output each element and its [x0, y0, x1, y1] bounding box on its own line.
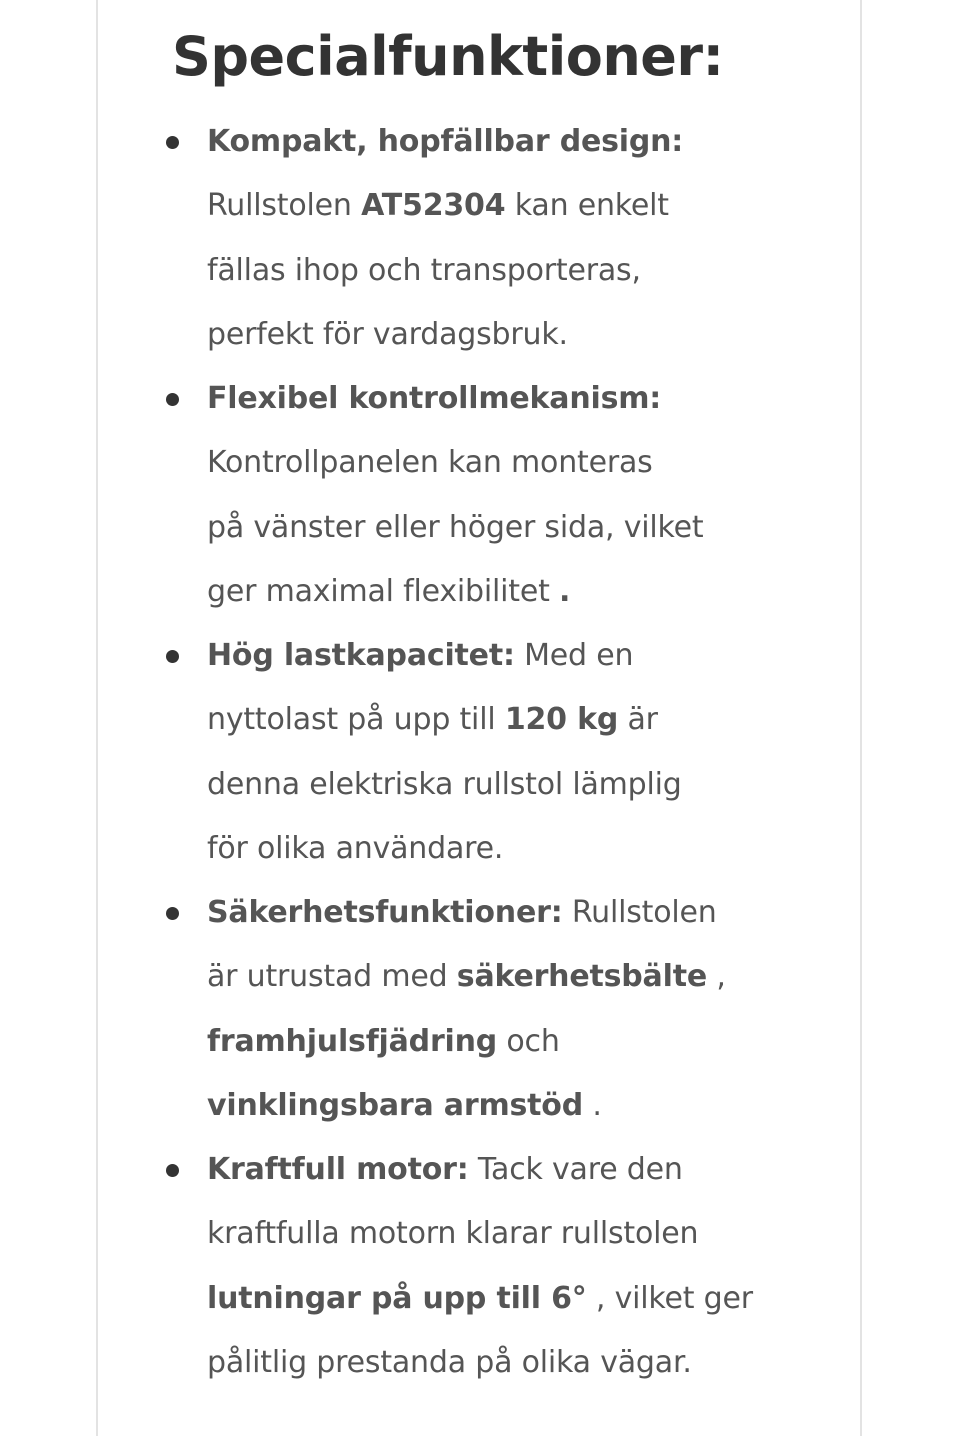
feature-line [207, 1267, 960, 1331]
feature-line [207, 110, 960, 174]
feature-line [207, 753, 960, 817]
load-value: 120 kg [504, 702, 619, 738]
feature-title: Säkerhetsfunktioner: [207, 895, 563, 930]
feature-text: Kontrollpanelen kan monteras [207, 445, 653, 481]
feature-text: är utrustad med [207, 959, 457, 995]
feature-line [207, 881, 960, 945]
feature-text: Rullstolen [207, 188, 362, 224]
model-number: AT52304 [361, 188, 506, 224]
feature-list [0, 110, 960, 1395]
feature-line [207, 1331, 960, 1395]
feature-title: Kompakt, hopfällbar design: [207, 124, 684, 159]
feature-line [207, 431, 960, 495]
feature-item-compact-design [0, 110, 960, 367]
feature-text: perfekt för vardagsbruk. [207, 316, 568, 352]
feature-text-bold: säkerhetsbälte [456, 959, 707, 995]
feature-line [207, 239, 960, 303]
feature-item-load-capacity [0, 624, 960, 881]
feature-line [207, 945, 960, 1009]
section-heading: Specialfunktioner: [172, 25, 724, 88]
feature-text: på vänster eller höger sida, vilket [207, 509, 704, 545]
feature-text-bold: vinklingsbara armstöd [207, 1087, 583, 1123]
bullet-icon [166, 1164, 179, 1177]
feature-text: denna elektriska rullstol lämplig [207, 766, 682, 802]
feature-line [207, 688, 960, 752]
feature-text: är [618, 702, 658, 738]
feature-item-safety [0, 881, 960, 1138]
feature-line [207, 1138, 960, 1202]
feature-text: Tack vare den [468, 1152, 683, 1187]
feature-line [207, 1074, 960, 1138]
feature-text-bold: framhjulsfjädring [207, 1023, 498, 1059]
feature-text: Med en [514, 638, 634, 673]
feature-line [207, 624, 960, 688]
bullet-icon [166, 907, 179, 920]
feature-title: Hög lastkapacitet: [207, 638, 515, 673]
feature-text-bold: . [559, 573, 571, 609]
feature-line [207, 174, 960, 238]
feature-text: . [583, 1087, 602, 1123]
feature-line [207, 1202, 960, 1266]
feature-text: pålitlig prestanda på olika vägar. [207, 1344, 692, 1380]
feature-text: nyttolast på upp till [207, 702, 505, 738]
feature-text: , vilket ger [586, 1280, 753, 1316]
feature-text: ger maximal flexibilitet [207, 573, 560, 609]
feature-title: Kraftfull motor: [207, 1152, 469, 1187]
feature-text-bold: lutningar på upp till 6° [207, 1280, 587, 1316]
feature-line [207, 367, 960, 431]
feature-text: fällas ihop och transporteras, [207, 252, 641, 288]
feature-line [207, 1010, 960, 1074]
feature-text: Rullstolen [562, 895, 717, 930]
feature-text: kan enkelt [505, 188, 669, 224]
feature-line [207, 496, 960, 560]
feature-item-motor [0, 1138, 960, 1395]
feature-text: kraftfulla motorn klarar rullstolen [207, 1216, 699, 1252]
bullet-icon [166, 136, 179, 149]
feature-title: Flexibel kontrollmekanism: [207, 381, 662, 416]
feature-text: och [497, 1023, 560, 1059]
feature-line [207, 303, 960, 367]
feature-text: för olika användare. [207, 830, 504, 866]
bullet-icon [166, 393, 179, 406]
feature-text: , [706, 959, 726, 995]
feature-line [207, 560, 960, 624]
bullet-icon [166, 650, 179, 663]
feature-item-control-mechanism [0, 367, 960, 624]
feature-line [207, 817, 960, 881]
